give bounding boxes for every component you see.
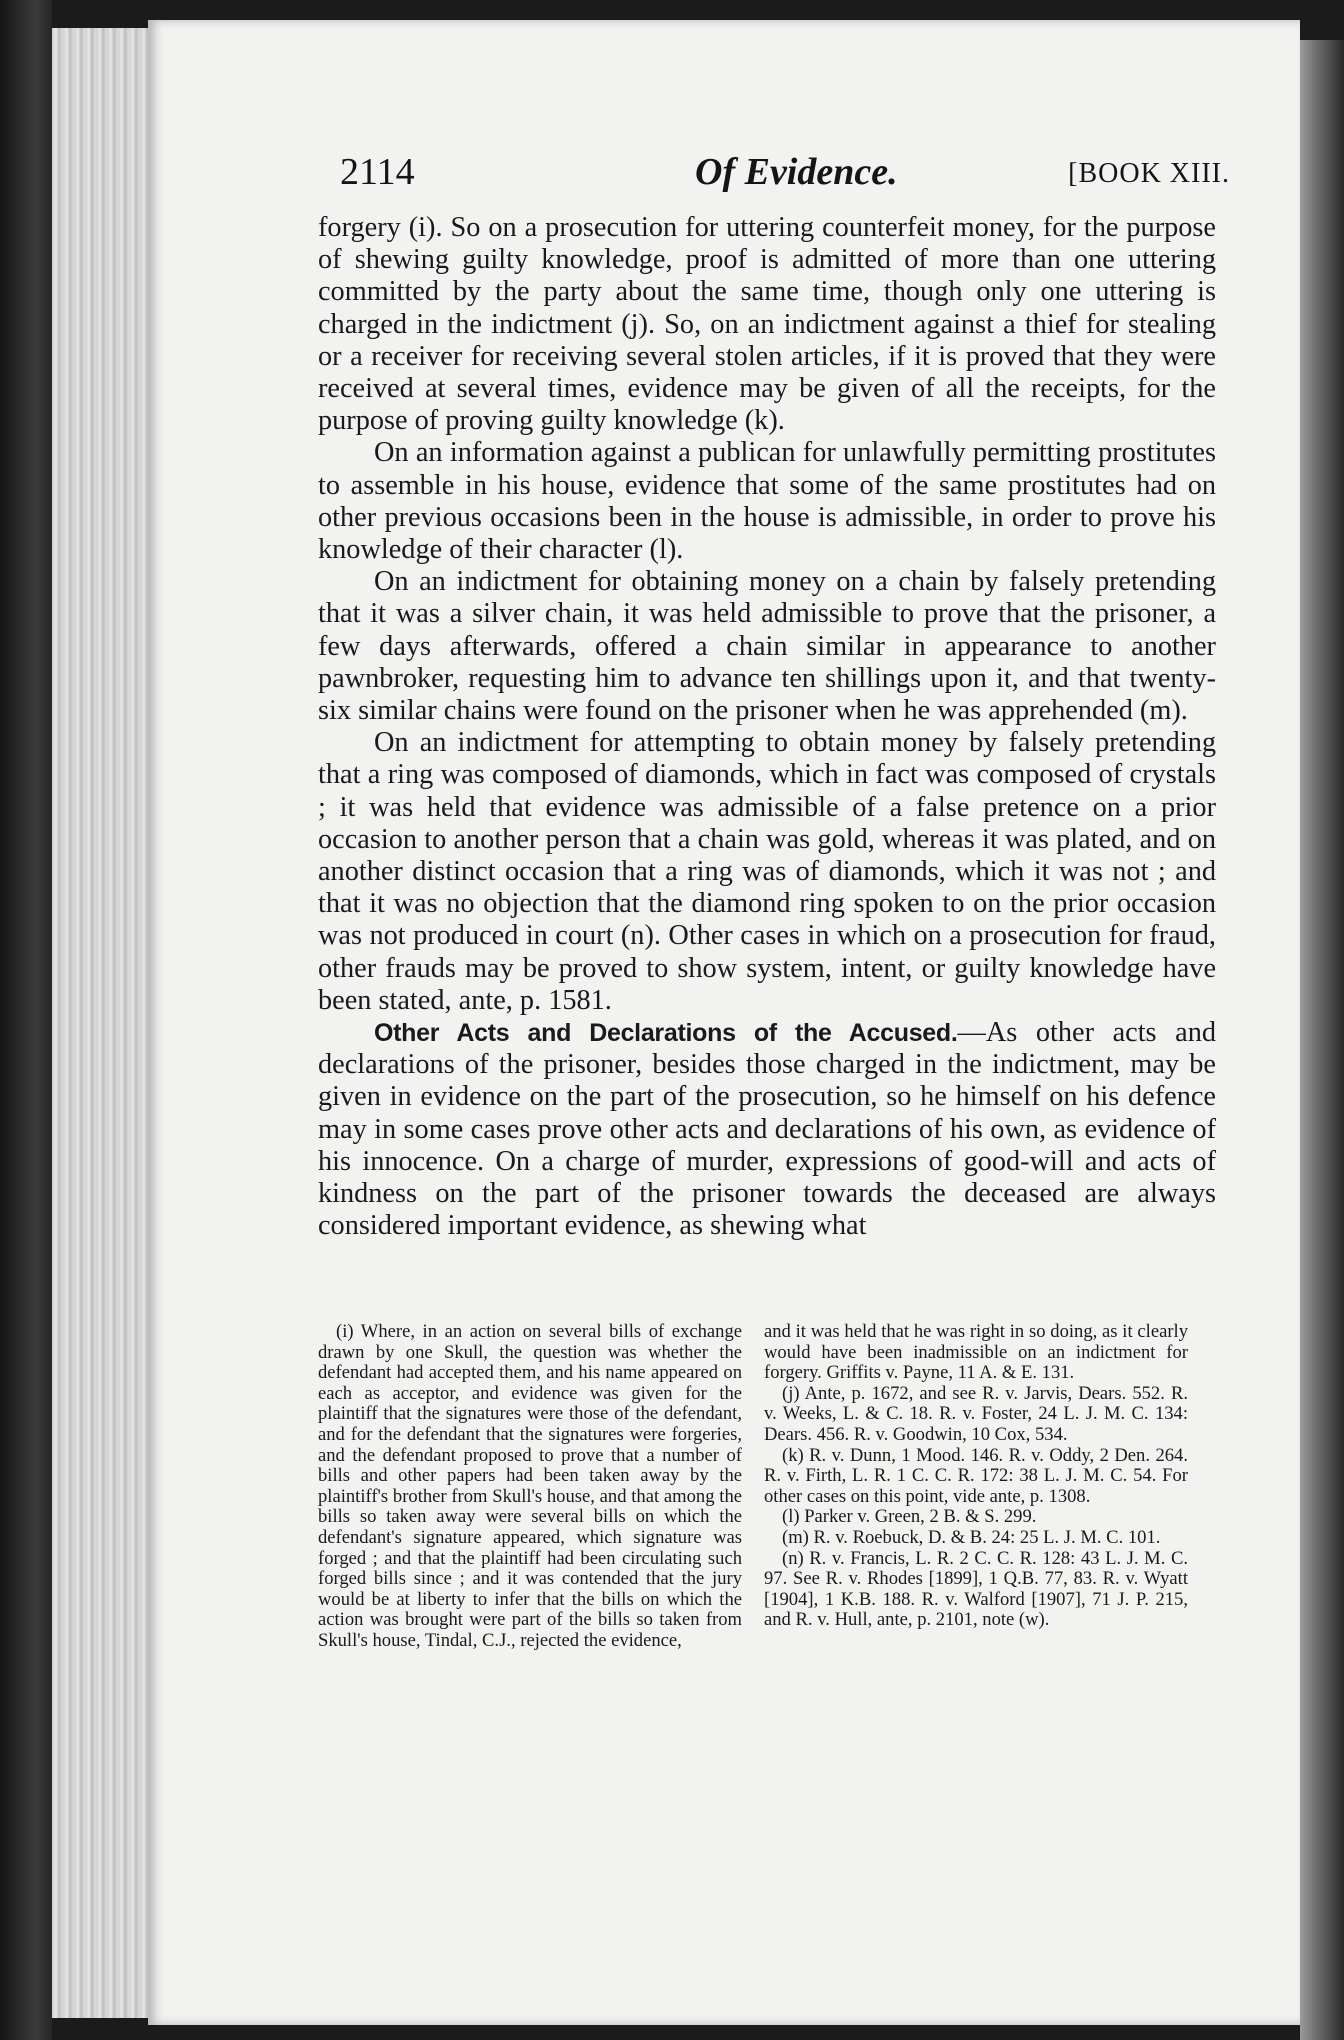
running-header — [340, 150, 1240, 210]
paragraph: On an indictment for obtaining money on a chain by falsely pretending that it was a silver chain, it was held admissible to prove that the prisoner, a few days afterwards, offered a chain similar in appearance to another pawnbroker, requesting him to advance ten shillings upon it, and that twenty-six similar chains were found on the prisoner when he was apprehended (m). — [318, 566, 1216, 727]
section-heading: Other Acts and Declarations of the Accused. — [374, 1019, 958, 1048]
book-binding — [0, 0, 52, 2040]
paragraph-text: —As other acts and declarations of the prisoner, besides those charged in the indictment, may be given in evidence on the part of the prosecution, so he himself on his defence may in some cases prove other acts and declarations of his own, as evidence of his innocence. On a charge of murder, expressions of good-will and acts of kindness on the part of the prisoner towards the deceased are always considered important evidence, as shewing what — [318, 1017, 1216, 1242]
footnotes-left-column — [318, 1322, 742, 1652]
footnote: (m) R. v. Roebuck, D. & B. 24: 25 L. J. M. C. 101. — [782, 1526, 1161, 1548]
footnote: and it was held that he was right in so doing, as it clearly would have been inadmissible on an indictment for forgery. Griffits v. Payne, 11 A. & E. 131. — [764, 1321, 1188, 1384]
page-number: 2114 — [340, 151, 415, 193]
footnote: (n) R. v. Francis, L. R. 2 C. C. R. 128: 43 L. J. M. C. 97. See R. v. Rhodes [1899], 1 Q.B. 77, 83. R. v. Wyatt [1904], 1 K.B. 188. R. v. Walford [1907], 71 J. P. 215, and R. v. Hull, ante, p. 2101, note (w). — [764, 1547, 1188, 1631]
paragraph: On an information against a publican for unlawfully permitting prostitutes to assemble in his house, evidence that some of the same prostitutes had on other previous occasions been in the house is admissible, in order to prove his knowledge of their character (l). — [318, 437, 1216, 566]
paragraph: On an indictment for attempting to obtain money by falsely pretending that a ring was composed of diamonds, which in fact was composed of crystals ; it was held that evidence was admissible of a false pretence on a prior occasion to another person that a chain was gold, whereas it was plated, and on another distinct occasion that a ring was of diamonds, which it was not ; and that it was no objection that the diamond ring spoken to on the prior occasion was not produced in court (n). Other cases in which on a prosecution for fraud, other frauds may be proved to show system, intent, or guilty knowledge have been stated, ante, p. 1581. — [318, 727, 1216, 1016]
page-edges — [52, 28, 148, 2018]
page-shadow-edge — [1300, 40, 1344, 2040]
running-title: Of Evidence. — [695, 151, 898, 193]
footnote: (i) Where, in an action on several bills of exchange drawn by one Skull, the question was whether the defendant had accepted them, and his name appeared on each as acceptor, and evidence was given for the plaintiff that the signatures were those of the defendant, and for the defendant that the signatures were forgeries, and the defendant proposed to prove that a number of bills and other papers had been taken away by the plaintiff's brother from Skull's house, and that among the bills so taken away were several bills on which the defendant's signature appeared, which signature was forged ; and that the plaintiff had been circulating such forged bills since ; and it was contended that the jury would be at liberty to infer that the bills on which the action was brought were part of the bills so taken from Skull's house, Tindal, C.J., rejected the evidence, — [318, 1321, 742, 1651]
paragraph: forgery (i). So on a prosecution for uttering counterfeit money, for the purpose of shewing guilty knowledge, proof is admitted of more than one uttering committed by the party about the same time, though only one uttering is charged in the indictment (j). So, on an indictment against a thief for stealing or a receiver for receiving several stolen articles, if it is proved that they were received at several times, evidence may be given of all the receipts, for the purpose of proving guilty knowledge (k). — [318, 212, 1216, 437]
paragraph — [318, 1017, 1216, 1242]
main-text — [318, 212, 1216, 1243]
footnotes-right-column — [764, 1322, 1188, 1631]
book-label: [BOOK XIII. — [1068, 158, 1230, 189]
footnote: (j) Ante, p. 1672, and see R. v. Jarvis, Dears. 552. R. v. Weeks, L. & C. 18. R. v. Foster, 24 L. J. M. C. 134: Dears. 456. R. v. Goodwin, 10 Cox, 534. — [764, 1382, 1188, 1445]
footnote: (k) R. v. Dunn, 1 Mood. 146. R. v. Oddy, 2 Den. 264. R. v. Firth, L. R. 1 C. C. R. 172: 38 L. J. M. C. 54. For other cases on this point, vide ante, p. 1308. — [764, 1444, 1188, 1507]
footnote: (l) Parker v. Green, 2 B. & S. 299. — [782, 1506, 1037, 1528]
